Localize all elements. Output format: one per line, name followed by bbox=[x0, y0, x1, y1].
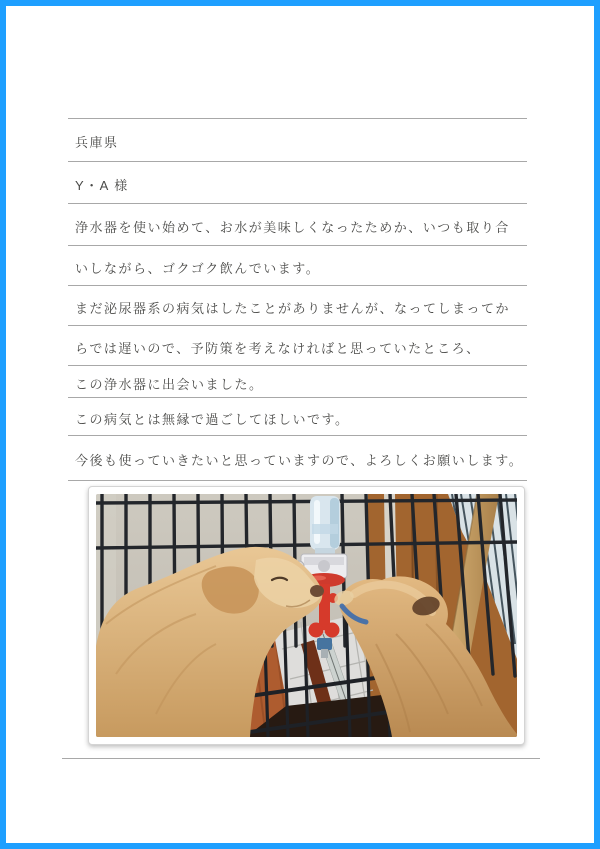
line-text: 浄水器を使い始めて、お水が美味しくなったためか、いつも取り合 bbox=[75, 219, 510, 235]
line-text: Y・A 様 bbox=[75, 177, 129, 193]
testimonial-line bbox=[68, 203, 527, 245]
testimonial-line bbox=[68, 118, 527, 161]
line-text: 今後も使っていきたいと思っていますので、よろしくお願いします。 bbox=[75, 453, 524, 468]
line-text: この浄水器に出会いました。 bbox=[75, 376, 264, 392]
testimonial-line bbox=[68, 161, 527, 203]
rule-line bbox=[68, 480, 527, 481]
line-text: らでは遅いので、予防策を考えなければと思っていたところ、 bbox=[75, 340, 481, 356]
testimonial-line bbox=[68, 285, 527, 325]
line-text: この病気とは無縁で過ごしてほしいです。 bbox=[75, 411, 350, 427]
testimonial-text-block bbox=[68, 118, 527, 481]
testimonial-line bbox=[68, 397, 527, 435]
testimonial-line bbox=[68, 365, 527, 397]
photo-frame bbox=[88, 486, 525, 745]
dogs-drinking-photo bbox=[96, 494, 517, 737]
testimonial-line bbox=[68, 325, 527, 365]
line-text: いしながら、ゴクゴク飲んでいます。 bbox=[75, 260, 321, 276]
testimonial-line bbox=[68, 435, 527, 480]
line-text: 兵庫県 bbox=[75, 135, 119, 150]
line-text: まだ泌尿器系の病気はしたことがありませんが、なってしまってか bbox=[75, 300, 511, 316]
testimonial-line bbox=[68, 245, 527, 285]
rule-line-bottom bbox=[62, 758, 540, 759]
